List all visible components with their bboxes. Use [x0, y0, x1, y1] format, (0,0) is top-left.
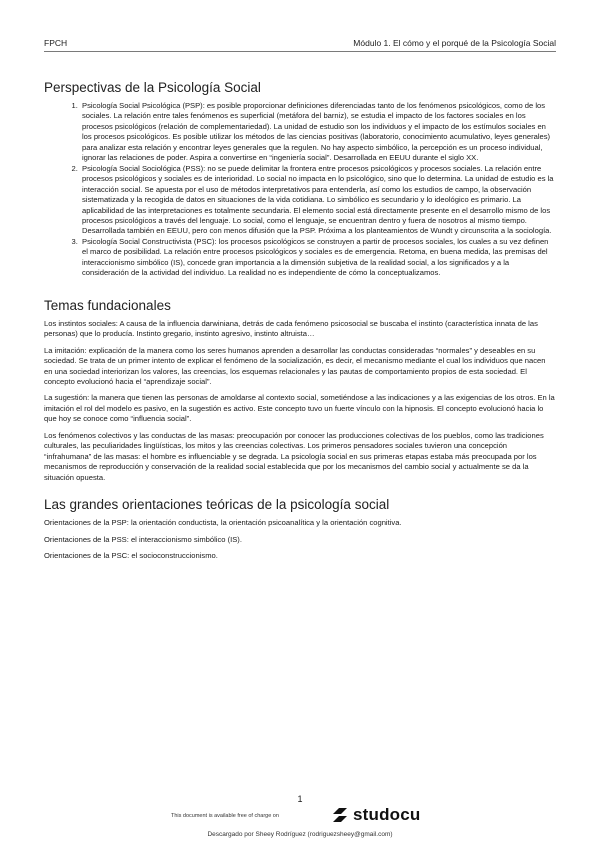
brand-name: studocu [353, 805, 421, 824]
list-item: 2. Psicología Social Sociológica (PSS): no se puede delimitar la frontera entre procesos psicológicos y procesos sociales. La relación entre procesos psicológicos y sociales es de interioridad. Lo social no impacta en lo psicológico, sino que lo determina. La unidad de estudio es la interacción social. Se apuesta por el uso de métodos interpretativos para entenderla, así como los estudios de campo, la observación sistematizada y la recogida de datos en situaciones de la vida cotidiana. Lo simbólico es secundario y lo ideológico es primario. La aplicabilidad de las interpretaciones es totalmente secundaria. El elemento social está directamente presente en el desarrollo mismo de los procesos psicológicos a través del lenguaje. Lo social, como el lenguaje, se encuentran dentro y fuera de nosotros al mismo tiempo. Desarrollada también en EEUU, pero con menos difusión que la PSP. Próxima a los planteamientos de Wundt y circunscrita a la sociología. [80, 164, 556, 237]
paragraph: Orientaciones de la PSS: el interaccionismo simbólico (IS). [44, 534, 242, 544]
page-number: 1 [297, 794, 303, 804]
paragraph: La sugestión: la manera que tienen las personas de amoldarse al contexto social, sometiéndose a las indicaciones y a las exigencias de los otros. En la imitación el rol del modelo es pasivo, en la sugestión es activo. Este concepto tuvo un fuerte vínculo con la hipnosis. El concepto evolucionó hacia lo que hoy se conoce como “influencia social”. [44, 393, 555, 424]
section-title-perspectivas: Perspectivas de la Psicología Social [44, 80, 261, 95]
footer-note: This document is available free of charge on [171, 813, 279, 819]
perspectives-list [44, 101, 556, 279]
paragraph: Orientaciones de la PSC: el socioconstruccionismo. [44, 550, 218, 560]
list-item: 3. Psicología Social Constructivista (PSC): los procesos psicológicos se construyen a partir de procesos sociales, los cuales a su vez definen el marco de posibilidad. La relación entre procesos psicológicos y sociales es de emergencia. Retoma, en buena medida, las premisas del interaccionismo simbólico (IS), concede gran importancia a la dimensión subjetiva de la realidad social, a los significados y a la consideración de la actividad del individuo. La realidad no es independiente de cómo la conceptualizamos. [80, 237, 556, 279]
paragraph: Los instintos sociales: A causa de la influencia darwiniana, detrás de cada fenómeno psicosocial se buscaba el instinto (característica innata de las personas) que lo producía. Instinto gregario, instinto agresivo, instinto altruista… [44, 318, 538, 339]
paragraph: Los fenómenos colectivos y las conductas de las masas: preocupación por conocer las producciones colectivas de los pueblos, como las tradiciones culturales, las peculiaridades lingüísticas, los mitos y las creencias colectivas. Los primeros pensadores sociales tuvieron una concepción “infrahumana” de las masas: el hombre es influenciable y se degrada. La psicología social en sus primeras etapas estaba más preocupada por los mecanismos de reproducción y conservación de la realidad social establecida que por los mecanismos del cambio social y actualmente se da la situación opuesta. [44, 430, 544, 482]
paragraph: Orientaciones de la PSP: la orientación conductista, la orientación psicoanalítica y la orientación cognitiva. [44, 518, 402, 528]
header-left: FPCH [44, 38, 68, 48]
paragraph: La imitación: explicación de la manera como los seres humanos aprenden a desarrollar las conductas consideradas “normales” y deseables en su sociedad. Se trata de un primer intento de explicar el fenómeno de la socialización, es decir, el mecanismo mediante el cual los individuos que nacen en una sociedad interiorizan los valores, las creencias, los esquemas relacionales y las pautas de comportamiento propios de esta sociedad. El concepto evolucionó hacia el “aprendizaje social”. [44, 345, 546, 386]
header-divider [44, 51, 556, 52]
download-attribution: Descargado por Sheey Rodríguez (rodriguezsheey@gmail.com) [207, 831, 393, 838]
page-header [44, 38, 556, 48]
list-item: 1. Psicología Social Psicológica (PSP): es posible proporcionar definiciones diferenciadas tanto de los fenómenos psicológicos, como de los sociales. La relación entre tales fenómenos es superficial (metáfora del barniz), se estudia el impacto de los factores sociales en los procesos psicológicos (relación de complementariedad). La unidad de estudio son los individuos y el impacto de los estímulos sociales en los procesos psicológicos. Es posible utilizar los métodos de las ciencias positivas (laboratorio, conocimiento acumulativo, leyes generales) para analizar esta relación y encontrar leyes generales que la regulen. No hay aspecto simbólico, la percepción es un proceso individual, ignorar las relaciones de poder. Aspira a convertirse en “ingeniería social”. Desarrollada en EEUU durante el siglo XX. [80, 101, 556, 164]
studocu-logo[interactable] [330, 805, 421, 825]
page-content [44, 80, 556, 567]
studocu-icon [330, 805, 350, 825]
section-title-orientaciones: Las grandes orientaciones teóricas de la psicología social [44, 497, 390, 513]
header-right: Módulo 1. El cómo y el porqué de la Psicología Social [353, 38, 556, 48]
section-title-temas: Temas fundacionales [44, 297, 171, 313]
